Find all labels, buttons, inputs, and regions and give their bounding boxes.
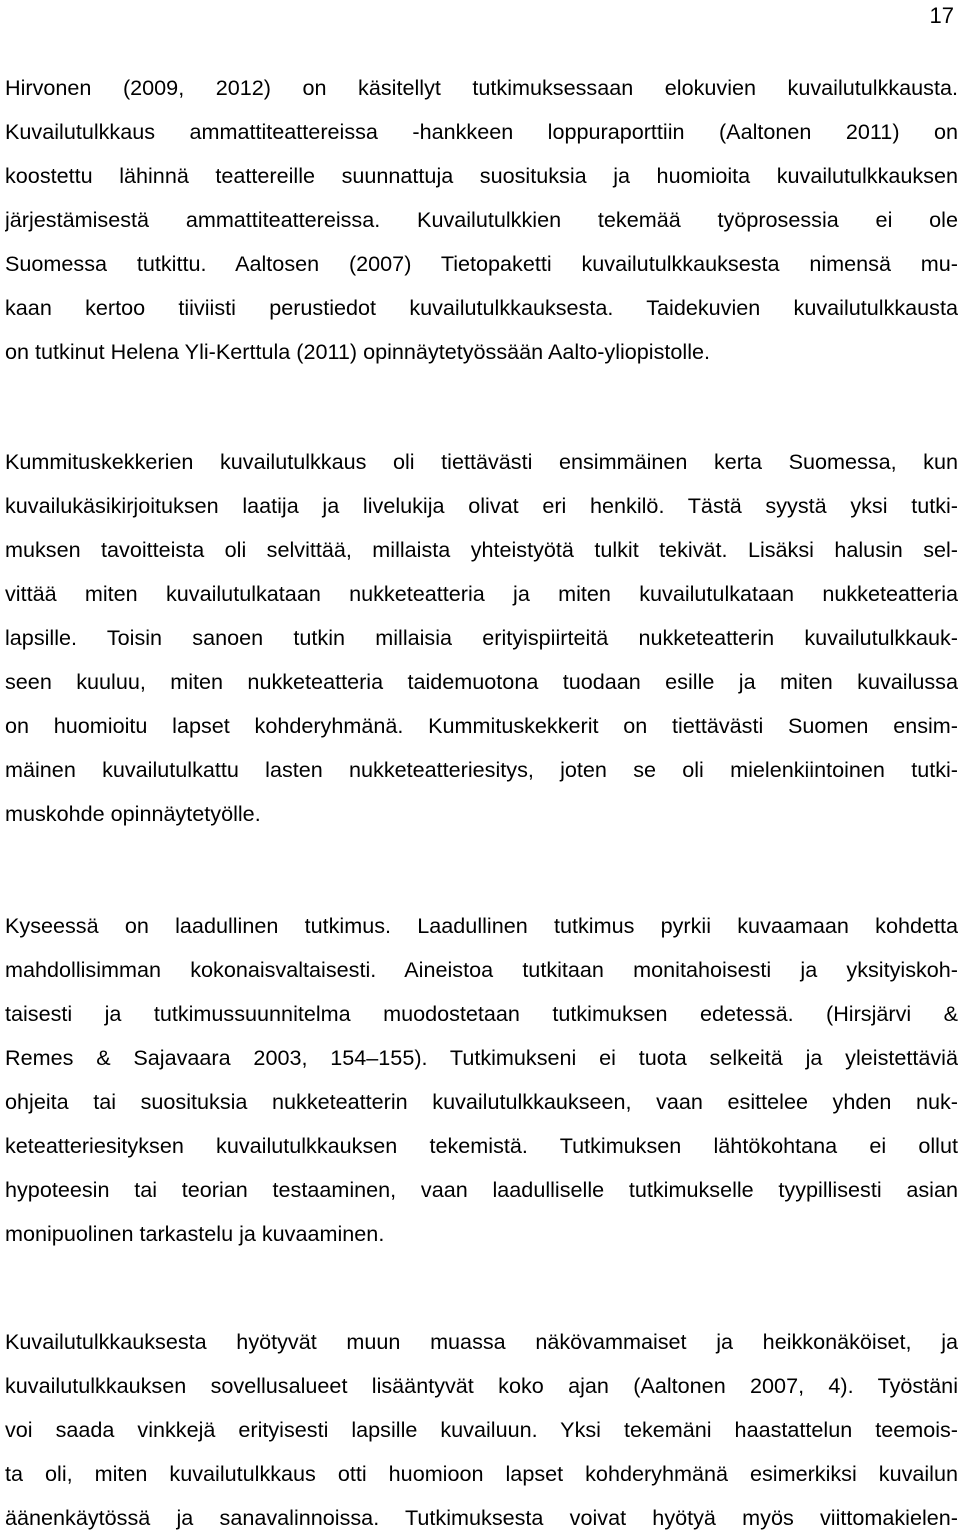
text-line: kuvailutulkkauksen sovellusalueet lisääntyvät koko ajan (Aaltonen 2007, 4). Työstäni: [5, 1373, 958, 1398]
text-line: muksen tavoitteista oli selvittää, millaista yhteistyötä tulkit tekivät. Lisäksi halusin sel-: [5, 537, 958, 562]
text-line: Hirvonen (2009, 2012) on käsitellyt tutkimuksessaan elokuvien kuvailutulkkausta.: [5, 75, 958, 100]
text-line: järjestämisestä ammattiteattereissa. Kuvailutulkkien tekemää työprosessia ei ole: [5, 207, 958, 232]
text-line: Kummituskekkerien kuvailutulkkaus oli tiettävästi ensimmäinen kerta Suomessa, kun: [5, 449, 958, 474]
text-line: ta oli, miten kuvailutulkkaus otti huomioon lapset kohderyhmänä esimerkiksi kuvailun: [5, 1461, 958, 1486]
text-line: Kyseessä on laadullinen tutkimus. Laadullinen tutkimus pyrkii kuvaamaan kohdetta: [5, 913, 958, 938]
text-line: hypoteesin tai teorian testaaminen, vaan laadulliselle tutkimukselle tyypillisesti asian: [5, 1177, 958, 1202]
page-number: 17: [929, 3, 954, 28]
text-line: monipuolinen tarkastelu ja kuvaaminen.: [5, 1221, 385, 1246]
paragraph-previous-research: [5, 66, 958, 374]
text-line: lapsille. Toisin sanoen tutkin millaisia erityispiirteitä nukketeatterin kuvailutulkkauk-: [5, 625, 958, 650]
text-line: ohjeita tai suosituksia nukketeatterin kuvailutulkkaukseen, vaan esittelee yhden nuk-: [5, 1089, 958, 1114]
text-line: taisesti ja tutkimussuunnitelma muodostetaan tutkimuksen edetessä. (Hirsjärvi &: [5, 1001, 958, 1026]
text-line: mahdollisimman kokonaisvaltaisesti. Aineistoa tutkitaan monitahoisesti ja yksityiskoh-: [5, 957, 958, 982]
paragraph-beneficiaries: [5, 1320, 958, 1540]
text-line: on tutkinut Helena Yli-Kerttula (2011) opinnäytetyössään Aalto-yliopistolle.: [5, 339, 711, 364]
paragraph-research-goals: [5, 440, 958, 836]
text-line: keteatteriesityksen kuvailutulkkauksen tekemistä. Tutkimuksen lähtökohtana ei ollut: [5, 1133, 958, 1158]
text-line: koostettu lähinnä teattereille suunnattuja suosituksia ja huomioita kuvailutulkkauksen: [5, 163, 958, 188]
text-line: on huomioitu lapset kohderyhmänä. Kummituskekkerit on tiettävästi Suomen ensim-: [5, 713, 958, 738]
text-line: Kuvailutulkkaus ammattiteattereissa -hankkeen loppuraporttiin (Aaltonen 2011) on: [5, 119, 958, 144]
text-line: Kuvailutulkkauksesta hyötyvät muun muassa näkövammaiset ja heikkonäköiset, ja: [5, 1329, 958, 1354]
paragraph-qualitative-research: [5, 904, 958, 1256]
text-line: Remes & Sajavaara 2003, 154–155). Tutkimukseni ei tuota selkeitä ja yleistettäviä: [5, 1045, 958, 1070]
text-line: kaan kertoo tiiviisti perustiedot kuvailutulkkauksesta. Taidekuvien kuvailutulkkausta: [5, 295, 958, 320]
text-line: mäinen kuvailutulkattu lasten nukketeatteriesitys, joten se oli mielenkiintoinen tutki-: [5, 757, 958, 782]
text-line: äänenkäytössä ja sanavalinnoissa. Tutkimuksesta voivat hyötyä myös viittomakielen-: [5, 1505, 958, 1530]
text-line: kuvailukäsikirjoituksen laatija ja livelukija olivat eri henkilö. Tästä syystä yksi tutki-: [5, 493, 958, 518]
text-line: voi saada vinkkejä erityisesti lapsille kuvailuun. Yksi tekemäni haastattelun teemois-: [5, 1417, 958, 1442]
text-line: seen kuuluu, miten nukketeatteria taidemuotona tuodaan esille ja miten kuvailussa: [5, 669, 958, 694]
text-line: muskohde opinnäytetyölle.: [5, 801, 261, 826]
text-line: vittää miten kuvailutulkataan nukketeatteria ja miten kuvailutulkataan nukketeatteria: [5, 581, 958, 606]
text-line: Suomessa tutkittu. Aaltosen (2007) Tietopaketti kuvailutulkkauksesta nimensä mu-: [5, 251, 958, 276]
